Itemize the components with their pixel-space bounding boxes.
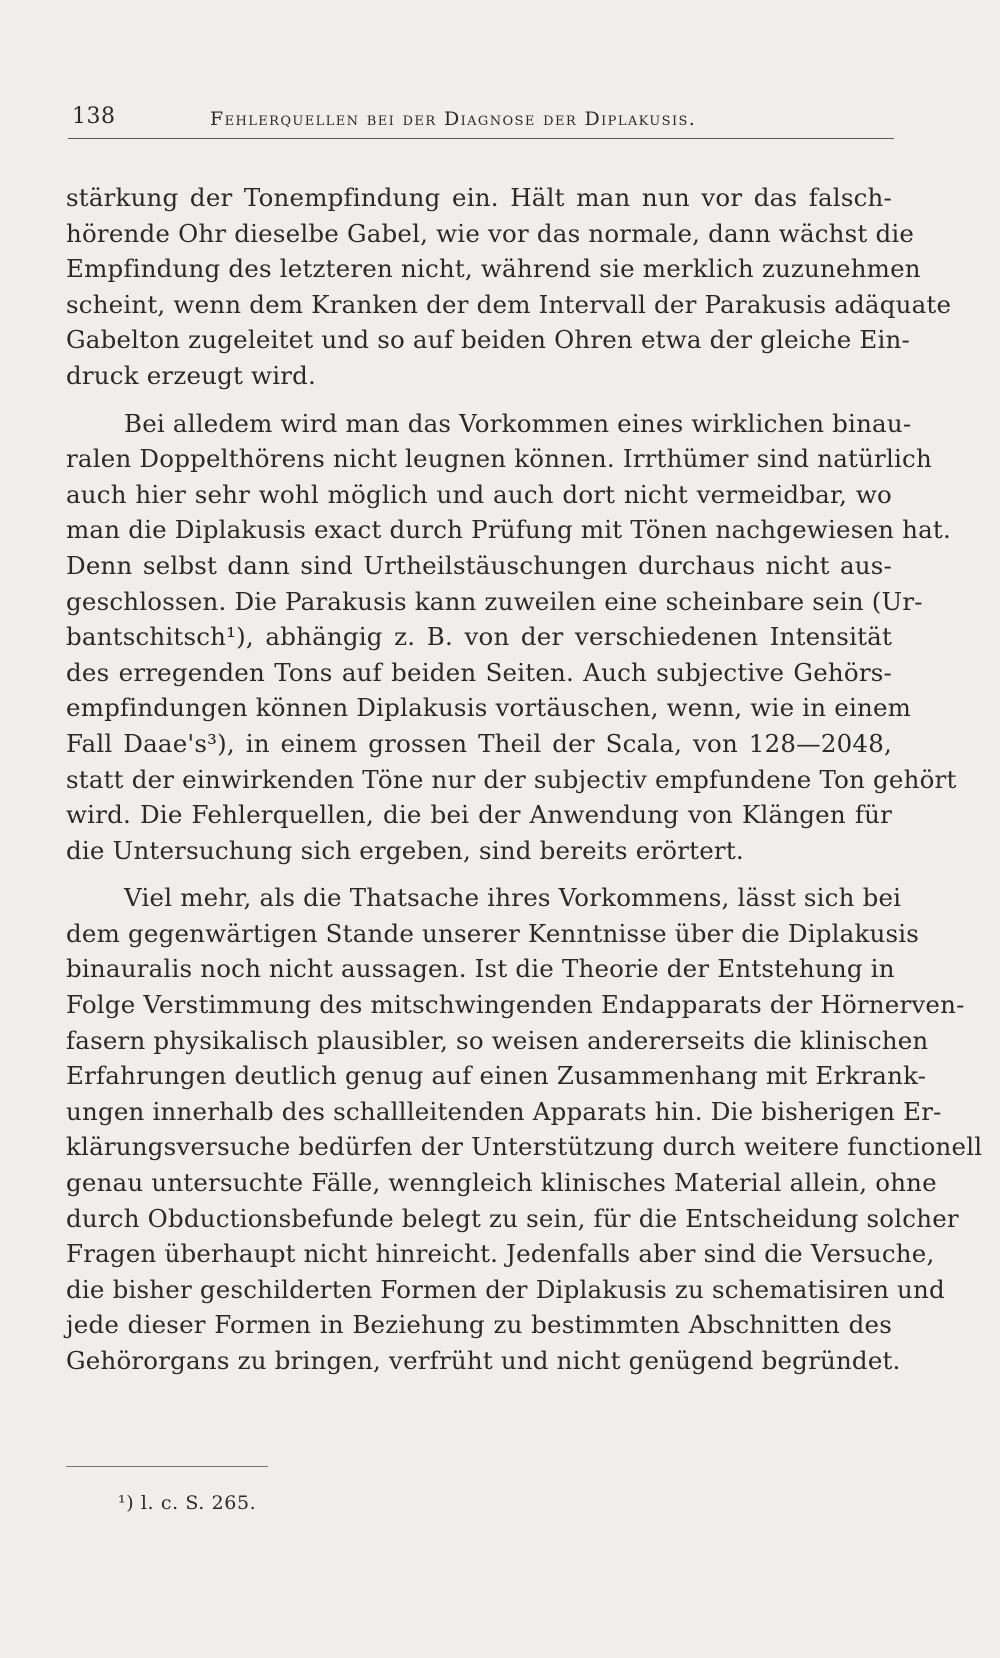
text-line: jede dieser Formen in Beziehung zu bestimmten Abschnitten des: [66, 1310, 892, 1340]
text-line: scheint, wenn dem Kranken der dem Intervall der Parakusis adäquate: [66, 289, 952, 319]
text-line: dem gegenwärtigen Stande unserer Kenntnisse über die Diplakusis: [66, 918, 920, 948]
paragraph-gap: [66, 394, 892, 406]
text-line: stärkung der Tonempfindung ein. Hält man nun vor das falsch-: [66, 183, 892, 212]
paragraph-2: [66, 406, 957, 869]
text-line: fasern physikalisch plausibler, so weisen andererseits die klinischen: [66, 1025, 929, 1055]
text-line: geschlossen. Die Parakusis kann zuweilen eine scheinbare sein (Ur-: [66, 586, 923, 616]
text-line: auch hier sehr wohl möglich und auch dort nicht vermeidbar, wo: [66, 479, 892, 509]
text-line: bantschitsch¹), abhängig z. B. von der verschiedenen Intensität: [66, 622, 892, 652]
text-line: hörende Ohr dieselbe Gabel, wie vor das normale, dann wächst die: [66, 218, 915, 248]
text-line: wird. Die Fehlerquellen, die bei der Anwendung von Klängen für: [66, 800, 892, 830]
running-title: Fehlerquellen bei der Diagnose der Diplakusis.: [210, 108, 697, 130]
text-line: ungen innerhalb des schallleitenden Apparats hin. Die bisherigen Er-: [66, 1096, 942, 1126]
text-line: Erfahrungen deutlich genug auf einen Zusammenhang mit Erkrank-: [66, 1061, 927, 1091]
text-line: Fall Daae's³), in einem grossen Theil der Scala, von 128—2048,: [66, 728, 892, 758]
text-line: druck erzeugt wird.: [66, 360, 317, 390]
text-line: die Untersuchung sich ergeben, sind bereits erörtert.: [66, 835, 744, 865]
text-line: genau untersuchte Fälle, wenngleich klinisches Material allein, ohne: [66, 1168, 937, 1198]
paragraph-3: [66, 880, 983, 1378]
text-line: ralen Doppelthörens nicht leugnen können. Irrthümer sind natürlich: [66, 444, 932, 474]
text-line: empfindungen können Diplakusis vortäuschen, wenn, wie in einem: [66, 693, 912, 723]
text-line: Folge Verstimmung des mitschwingenden Endapparats der Hörnerven-: [66, 990, 965, 1020]
paragraph-gap: [66, 868, 892, 880]
text-line: Viel mehr, als die Thatsache ihres Vorkommens, lässt sich bei: [124, 883, 902, 913]
text-line: binauralis noch nicht aussagen. Ist die Theorie der Entstehung in: [66, 954, 895, 984]
footnote: ¹) l. c. S. 265.: [118, 1492, 257, 1514]
footnote-divider: [66, 1466, 268, 1467]
text-line: des erregenden Tons auf beiden Seiten. Auch subjective Gehörs-: [66, 657, 892, 687]
body-text: [66, 180, 983, 1379]
paragraph-1: [66, 180, 952, 394]
text-line: Gabelton zugeleitet und so auf beiden Ohren etwa der gleiche Ein-: [66, 325, 910, 355]
text-line: Denn selbst dann sind Urtheilstäuschungen durchaus nicht aus-: [66, 550, 892, 580]
text-line: durch Obductionsbefunde belegt zu sein, für die Entscheidung solcher: [66, 1203, 959, 1233]
page-number: 138: [72, 104, 116, 129]
text-line: klärungsversuche bedürfen der Unterstützung durch weitere functionell: [66, 1132, 983, 1162]
text-line: Empfindung des letzteren nicht, während sie merklich zuzunehmen: [66, 254, 921, 284]
text-line: die bisher geschilderten Formen der Diplakusis zu schematisiren und: [66, 1274, 945, 1304]
text-line: Fragen überhaupt nicht hinreicht. Jedenfalls aber sind die Versuche,: [66, 1239, 935, 1269]
text-line: Gehörorgans zu bringen, verfrüht und nicht genügend begründet.: [66, 1346, 901, 1375]
text-line: Bei alledem wird man das Vorkommen eines wirklichen binau-: [124, 408, 912, 438]
text-line: man die Diplakusis exact durch Prüfung mit Tönen nachgewiesen hat.: [66, 515, 951, 545]
running-head: [68, 104, 894, 139]
text-line: statt der einwirkenden Töne nur der subjectiv empfundene Ton gehört: [66, 764, 957, 794]
